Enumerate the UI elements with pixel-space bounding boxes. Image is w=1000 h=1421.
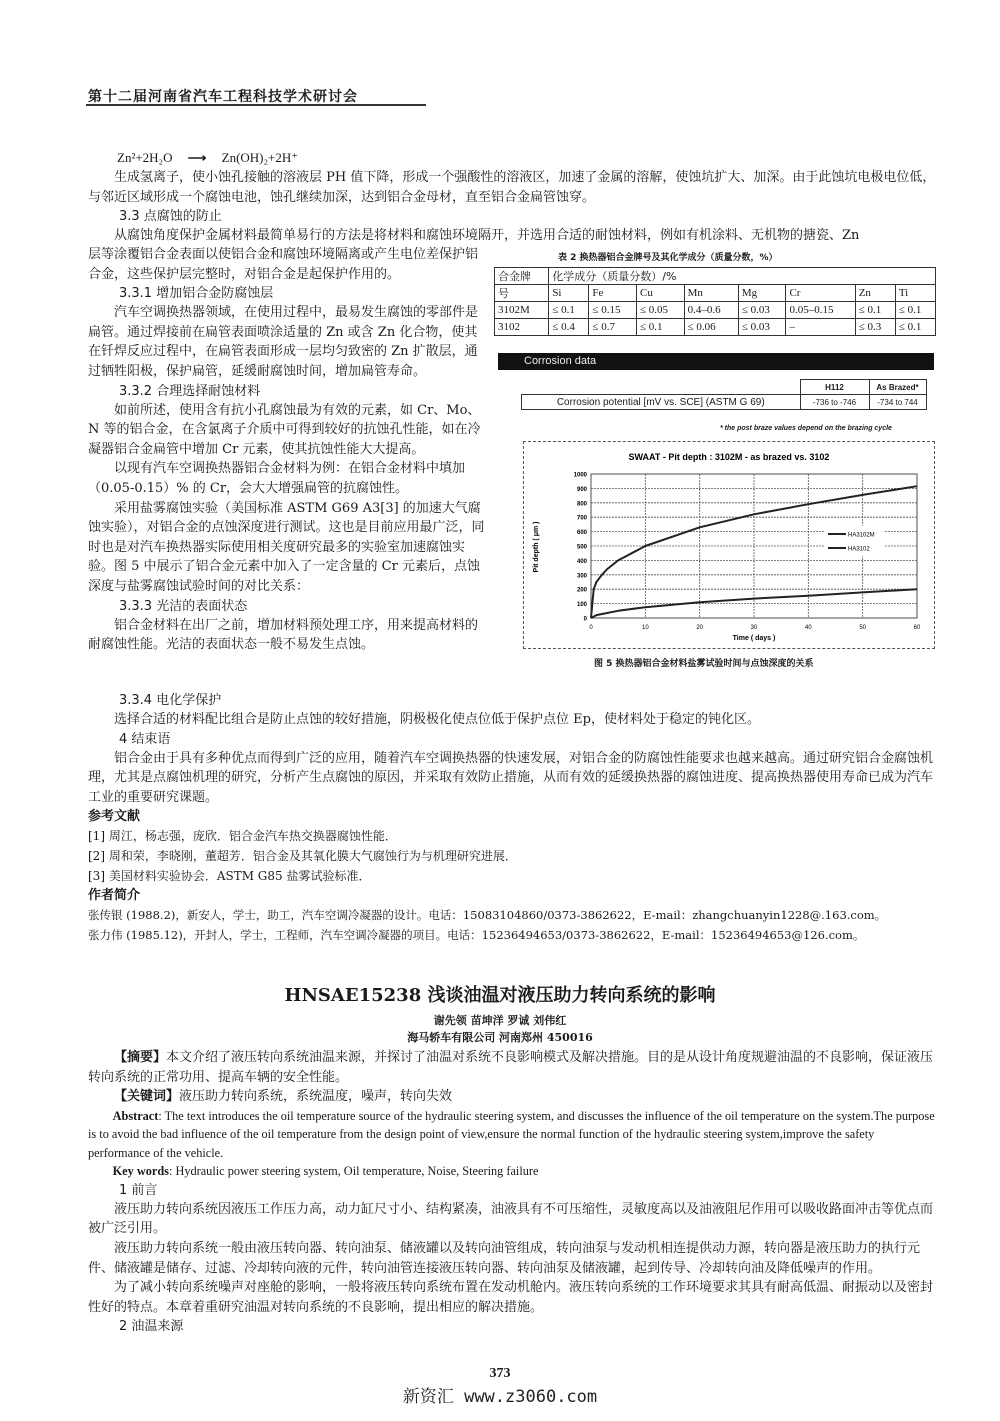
paragraph-3-3-2-b: 以现有汽车空调换热器铝合金材料为例：在铝合金材料中填加（0.05-0.15）% 的 Cr，会大大增强扁管的抗腐蚀性。 <box>88 461 466 496</box>
author-bio-item: 张力伟 (1985.12)，开封人，学士，工程师，汽车空调冷凝器的项目。电话：15236494653/0373-3862622，E-mail：15236494653@126.com。 <box>88 928 865 943</box>
abstract-text: 本文介绍了液压转向系统油温来源，并探讨了油温对系统不良影响模式及解决措施。目的是从设计角度规避油温的不良影响，保证液压转向系统的正常功用、提高车辆的安全性能。 <box>88 1050 934 1085</box>
table-cell-grade: 3102 <box>495 319 549 336</box>
table2-caption: 表 2 换热器铝合金牌号及其化学成分（质量分数，%） <box>558 253 778 263</box>
section-heading-2: 2 油温来源 <box>119 1319 184 1335</box>
paragraph-1-b: 液压助力转向系统一般由液压转向器、转向油泵、储液罐以及转向油管组成，转向油泵与发动机相连提供动力源，转向器是液压助力的执行元件、储液罐是储存、过滤、冷却转向液的元件，转向油管连接液压转向器、转向油泵及储液罐，起到传导、冷却转向油及降低噪声的作用。 <box>88 1240 921 1276</box>
corrosion-footnote: * the post braze values depend on the brazing cycle <box>720 425 892 432</box>
abstract-en: Abstract: The text introduces the oil temperature source of the hydraulic steering system, and discusses the influence of the oil temperature on the system.The purpose is to avoid the bad influence of the oil temperature from the design point of view,ensure the normal function of the hydraulic steering system,improve the safety performance of the vehicle. <box>88 1108 935 1160</box>
x-tick-label: 60 <box>913 625 921 631</box>
paragraph-1-a: 液压助力转向系统因液压工作压力高，动力缸尺寸小、结构紧凑，油液具有不可压缩性，灵敏度高以及油液阻尼作用可以吸收路面冲击等优点而被广泛引用。 <box>88 1201 934 1237</box>
table-cell: ≤ 0.15 <box>589 302 637 319</box>
table-cell: ≤ 0.03 <box>738 302 786 319</box>
corrosion-col-h112: H112 <box>800 380 869 395</box>
table-cell: ≤ 0.1 <box>895 319 935 336</box>
table-cell: ≤ 0.1 <box>895 302 935 319</box>
y-tick-label: 200 <box>576 587 587 594</box>
section-heading-1: 1 前言 <box>119 1182 158 1198</box>
equation-rhs: Zn(OH)₂+2H⁺ <box>221 150 299 165</box>
table-header-cr: Cr <box>786 285 855 302</box>
equation-lhs: Zn²+2H₂O <box>117 150 173 165</box>
keywords-text: 液压助力转向系统，系统温度，噪声，转向失效 <box>179 1089 453 1105</box>
lower-section <box>88 691 936 945</box>
page-number: 373 <box>489 1366 511 1381</box>
article-affiliation: 海马轿车有限公司 河南郑州 450016 <box>407 1031 593 1044</box>
paragraph-3-3-2-c: 采用盐雾腐蚀实验（美国标准 ASTM G69 A3[3] 的加速大气腐蚀实验），对铝合金的点蚀深度进行测试。这也是目前应用最广泛，同时也是对汽车换热器实际使用相关度研究最多的实验室加速腐蚀实验。图 5 中展示了铝合金元素中加入了一定含量的 Cr 元素后，点蚀深度与盐雾腐蚀试验时间的对比关系： <box>88 500 485 594</box>
section-heading-3-3-3: 3.3.3 光洁的表面状态 <box>119 598 248 614</box>
table-cell: ≤ 0.1 <box>637 319 685 336</box>
abstract-label: 【摘要】 <box>114 1050 167 1065</box>
paragraph-1-c: 为了减小转向系统噪声对座舱的影响，一般将液压转向系统布置在发动机舱内。液压转向系统的工作环境要求其具有耐高低温、耐振动以及密封性好的特点。本章着重研究油温对转向系统的不良影响，提出相应的解决措施。 <box>88 1280 934 1315</box>
reference-item: [1] 周江，杨志强，庞欣．铝合金汽车热交换器腐蚀性能． <box>88 829 397 844</box>
section-heading-4: 4 结束语 <box>119 731 171 747</box>
section-heading-3-3-2: 3.3.2 合理选择耐蚀材料 <box>119 383 261 399</box>
paragraph-pitting: 生成氢离子，使小蚀孔接触的溶液层 PH 值下降，形成一个强酸性的溶液区，加速了金属的溶解，使蚀坑扩大、加深。由于此蚀坑电极电位低，与邻近区域形成一个腐蚀电池，蚀孔继续加深，达到铝合金母材，直至铝合金扁管蚀穿。 <box>88 170 936 205</box>
figure5-chart-frame <box>523 441 935 649</box>
figure5-caption: 图 5 换热器铝合金材料盐雾试验时间与点蚀深度的关系 <box>594 659 814 669</box>
table-cell: ≤ 0.3 <box>855 319 895 336</box>
author-bio-heading: 作者简介 <box>88 888 141 904</box>
paragraph-4: 铝合金由于具有多种优点而得到广泛的应用，随着汽车空调换热器的快速发展，对铝合金的防腐蚀性能要求也越来越高。通过研究铝合金腐蚀机理，尤其是点腐蚀机理的研究，分析产生点腐蚀的原因，并采取有效防止措施，从而有效的延缓换热器的腐蚀进度、提高换热器使用寿命已成为汽车工业的重要研究课题。 <box>88 750 934 805</box>
table-row <box>495 302 936 319</box>
reference-item: [3] 美国材料实验协会．ASTM G85 盐雾试验标准． <box>88 869 371 884</box>
abstract-cn <box>88 1048 936 1087</box>
section-heading-3-3-4: 3.3.4 电化学保护 <box>119 693 222 708</box>
paragraph-3-3-line1: 从腐蚀角度保护金属材料最简单易行的方法是将材料和腐蚀环境隔开，并选用合适的耐蚀材料，例如有机涂料、无机物的搪瓷、Zn <box>114 228 860 243</box>
x-tick-label: 50 <box>859 625 867 631</box>
table-header-cu: Cu <box>637 285 685 302</box>
table-cell: 0.4–0.6 <box>684 302 738 319</box>
keywords-cn <box>88 1087 936 1107</box>
keywords-en: Key words: Hydraulic power steering system, Oil temperature, Noise, Steering failure <box>112 1164 539 1179</box>
x-tick-label: 30 <box>750 625 758 631</box>
chart-title: SWAAT - Pit depth : 3102M - as brazed vs. 3102 <box>628 452 830 462</box>
y-tick-label: 1000 <box>573 472 587 479</box>
pit-depth-chart <box>524 442 934 648</box>
corrosion-col-brazed: As Brazed* <box>869 380 926 395</box>
x-tick-label: 20 <box>696 625 704 631</box>
author-bio-item: 张传银 (1988.2)，新安人，学士，助工，汽车空调冷凝器的设计。电话：15083104860/0373-3862622，E-mail：zhangchuanyin1228@.163.com。 <box>88 908 887 923</box>
table-cell: ≤ 0.4 <box>549 319 589 336</box>
table-row <box>522 395 927 410</box>
table-header-composition: 化学成分（质量分数）/% <box>549 268 936 285</box>
abstract-en-label: Abstract <box>112 1108 159 1123</box>
article2-body <box>88 1048 936 1336</box>
arrow-icon: ⟶ <box>187 150 207 165</box>
keywords-label: 【关键词】 <box>114 1089 180 1105</box>
article-title: HNSAE15238 浅谈油温对液压助力转向系统的影响 <box>284 985 716 1006</box>
table-header-fe: Fe <box>589 285 637 302</box>
table-cell: ≤ 0.03 <box>738 319 786 336</box>
paragraph-3-3-3: 铝合金材料在出厂之前，增加材料预处理工序，用来提高材料的耐腐蚀性能。光洁的表面状态一般不易发生点蚀。 <box>88 617 479 653</box>
table-cell: ≤ 0.05 <box>637 302 685 319</box>
y-tick-label: 600 <box>576 530 587 537</box>
y-tick-label: 700 <box>576 515 587 522</box>
table-cell: ≤ 0.06 <box>684 319 738 336</box>
references-heading: 参考文献 <box>88 809 141 825</box>
corrosion-table <box>521 379 927 410</box>
paragraph-3-3-4: 选择合适的材料配比组合是防止点蚀的较好措施，阴极极化使点位低于保护点位 Ep，使材料处于稳定的钝化区。 <box>114 712 760 727</box>
table2-composition <box>494 267 936 336</box>
x-axis-label: Time ( days ) <box>732 635 776 642</box>
table-cell: – <box>786 319 855 336</box>
table-header-grade: 合金牌 <box>495 268 549 285</box>
x-tick-label: 0 <box>589 625 593 631</box>
table-header-grade-cont: 号 <box>495 285 549 302</box>
running-header: 第十二届河南省汽车工程科技学术研讨会 <box>88 89 358 105</box>
table-header-si: Si <box>549 285 589 302</box>
y-tick-label: 0 <box>583 616 587 623</box>
corrosion-data-bar: Corrosion data <box>498 353 934 370</box>
keywords-en-label: Key words <box>112 1164 169 1179</box>
x-tick-label: 10 <box>641 625 649 631</box>
y-tick-label: 900 <box>576 486 587 493</box>
y-tick-label: 800 <box>576 501 587 508</box>
y-axis-label: Pit depth ( μm ) <box>533 521 540 573</box>
y-tick-label: 100 <box>576 602 587 609</box>
table-cell: ≤ 0.7 <box>589 319 637 336</box>
table-cell: 0.05–0.15 <box>786 302 855 319</box>
article-authors: 谢先领 苗坤洋 罗诚 刘伟红 <box>433 1014 567 1027</box>
corrosion-val-brazed: -734 to 744 <box>869 395 926 410</box>
table-header-zn: Zn <box>855 285 895 302</box>
table-row <box>495 319 936 336</box>
table-cell: ≤ 0.1 <box>549 302 589 319</box>
header-rule <box>86 104 426 106</box>
paragraph-3-3-cont: 层等涂覆铝合金表面以使铝合金和腐蚀环境隔离或产生电位差保护铝合金，这些保护层完整时，对铝合金是起保护作用的。 <box>88 247 479 282</box>
table-header-mn: Mn <box>684 285 738 302</box>
legend-label: HA3102 <box>848 546 870 553</box>
reference-item: [2] 周和荣，李晓刚，董超芳．铝合金及其氧化膜大气腐蚀行为与机理研究进展． <box>88 849 517 864</box>
section-heading-3-3-1: 3.3.1 增加铝合金防腐蚀层 <box>119 286 274 302</box>
y-tick-label: 500 <box>576 544 587 551</box>
paragraph-3-3-2-a: 如前所述，使用含有抗小孔腐蚀最为有效的元素，如 Cr、Mo、N 等的铝合金，在含氯离子介质中可得到较好的抗蚀孔性能，如在冷凝器铝合金扁管中增加 Cr 元素，使其抗蚀性能大大提高。 <box>88 402 481 457</box>
paragraph-3-3-1: 汽车空调换热器领域，在使用过程中，最易发生腐蚀的零部件是扁管。通过焊接前在扁管表面喷涂适量的 Zn 或含 Zn 化合物，使其在钎焊反应过程中，在扁管表面形成一层均匀致密的 Zn 扩散层，通过牺牲阳极，保护扁管，延缓耐腐蚀时间，增加扁管寿命。 <box>88 305 479 379</box>
keywords-en-text: Hydraulic power steering system, Oil temperature, Noise, Steering failure <box>175 1164 539 1179</box>
left-column <box>88 245 486 655</box>
y-tick-label: 400 <box>576 558 587 565</box>
abstract-en-text: The text introduces the oil temperature source of the hydraulic steering system, and discusses the influence of the oil temperature on the system.The purpose is to avoid the bad influence of the oil temperature from the design point of view,ensure the normal function of the hydraulic steering system,improve the safety performance of the vehicle. <box>88 1108 935 1160</box>
y-tick-label: 300 <box>576 573 587 580</box>
chemical-equation <box>117 150 298 166</box>
table-header-ti: Ti <box>895 285 935 302</box>
watermark: 新资汇 www.z3060.com <box>402 1387 598 1407</box>
corrosion-val-h112: -736 to -746 <box>800 395 869 410</box>
table-cell-grade: 3102M <box>495 302 549 319</box>
table-cell: ≤ 0.1 <box>855 302 895 319</box>
corrosion-row-label: Corrosion potential [mV vs. SCE] (ASTM G 69) <box>522 395 801 410</box>
legend-label: HA3102M <box>848 532 875 539</box>
x-tick-label: 40 <box>804 625 812 631</box>
section-heading-3-3: 3.3 点腐蚀的防止 <box>119 209 222 224</box>
table-header-mg: Mg <box>738 285 786 302</box>
